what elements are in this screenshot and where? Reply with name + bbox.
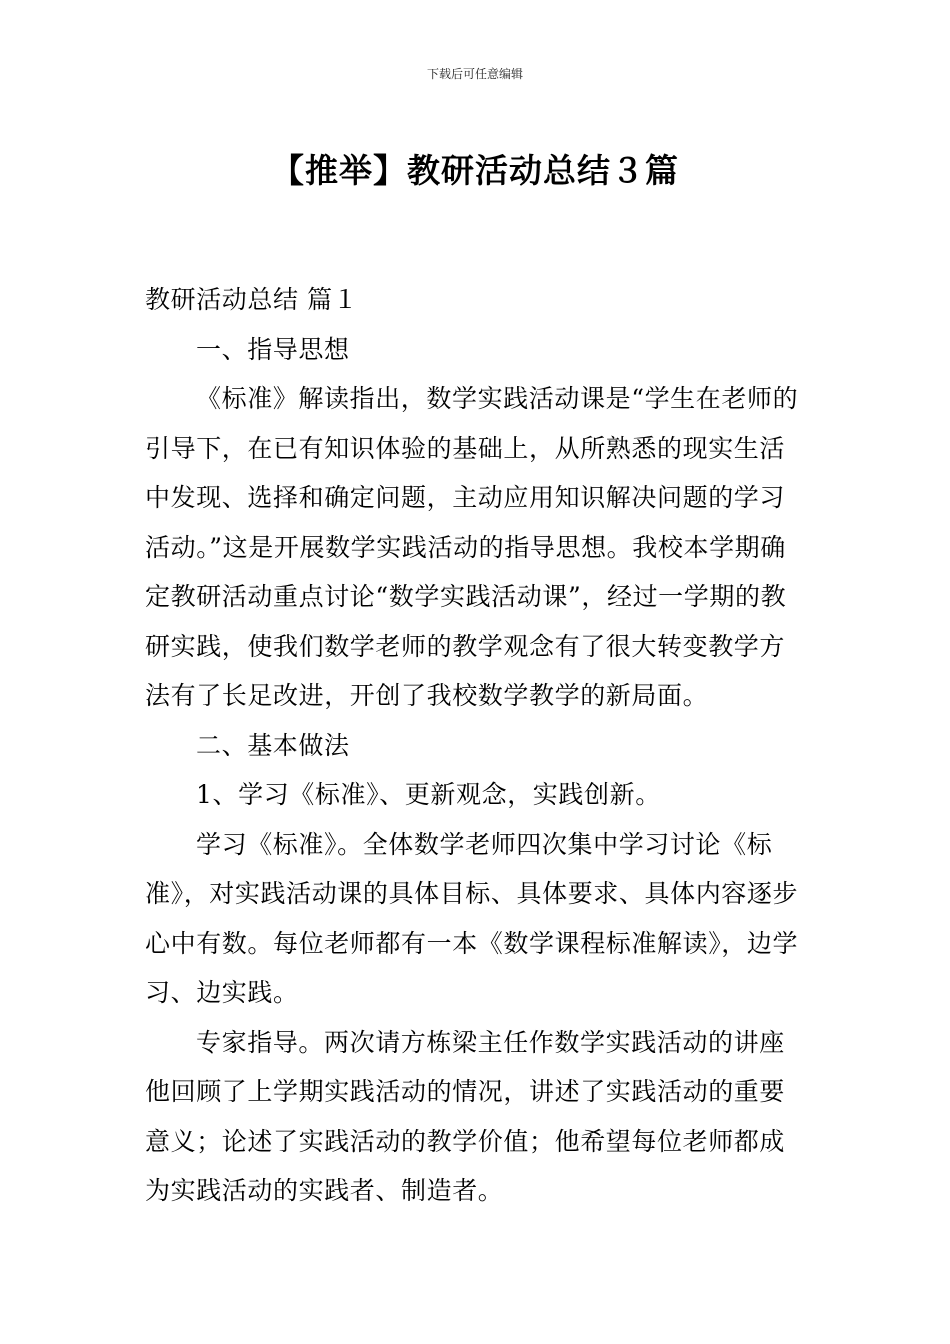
paragraph-guiding-ideology: 《标准》解读指出，数学实践活动课是“学生在老师的引导下，在已有知识体验的基础上，从所熟悉的现实生活中发现、选择和确定问题，主动应用知识解决问题的学习活动。”这是开展数学实践活动的指导思想。我校本学期确定教研活动重点讨论“数学实践活动课”，经过一学期的教研实践，使我们数学老师的教学观念有了很大转变教学方法有了长足改进，开创了我校数学教学的新局面。 — [145, 384, 799, 710]
paragraph-study-standards: 学习《标准》。全体数学老师四次集中学习讨论《标准》，对实践活动课的具体目标、具体要求、具体内容逐步心中有数。每位老师都有一本《数学课程标准解读》，边学习、边实践。 — [145, 829, 799, 1007]
heading-basic-practices: 二、基本做法 — [196, 730, 350, 760]
subheading-study-standards: 1、学习《标准》、更新观念，实践创新。 — [196, 780, 661, 809]
heading-guiding-ideology: 一、指导思想 — [196, 334, 350, 364]
header-note: 下载后可任意编辑 — [426, 67, 523, 81]
document-title: 【推举】教研活动总结３篇 — [271, 151, 679, 191]
section-title: 教研活动总结 篇１ — [145, 285, 359, 314]
document-body — [145, 275, 810, 1216]
paragraph-expert-guidance: 专家指导。两次请方栋梁主任作数学实践活动的讲座他回顾了上学期实践活动的情况，讲述了实践活动的重要意义；论述了实践活动的教学价值；他希望每位老师都成为实践活动的实践者、制造者。 — [145, 1027, 786, 1205]
